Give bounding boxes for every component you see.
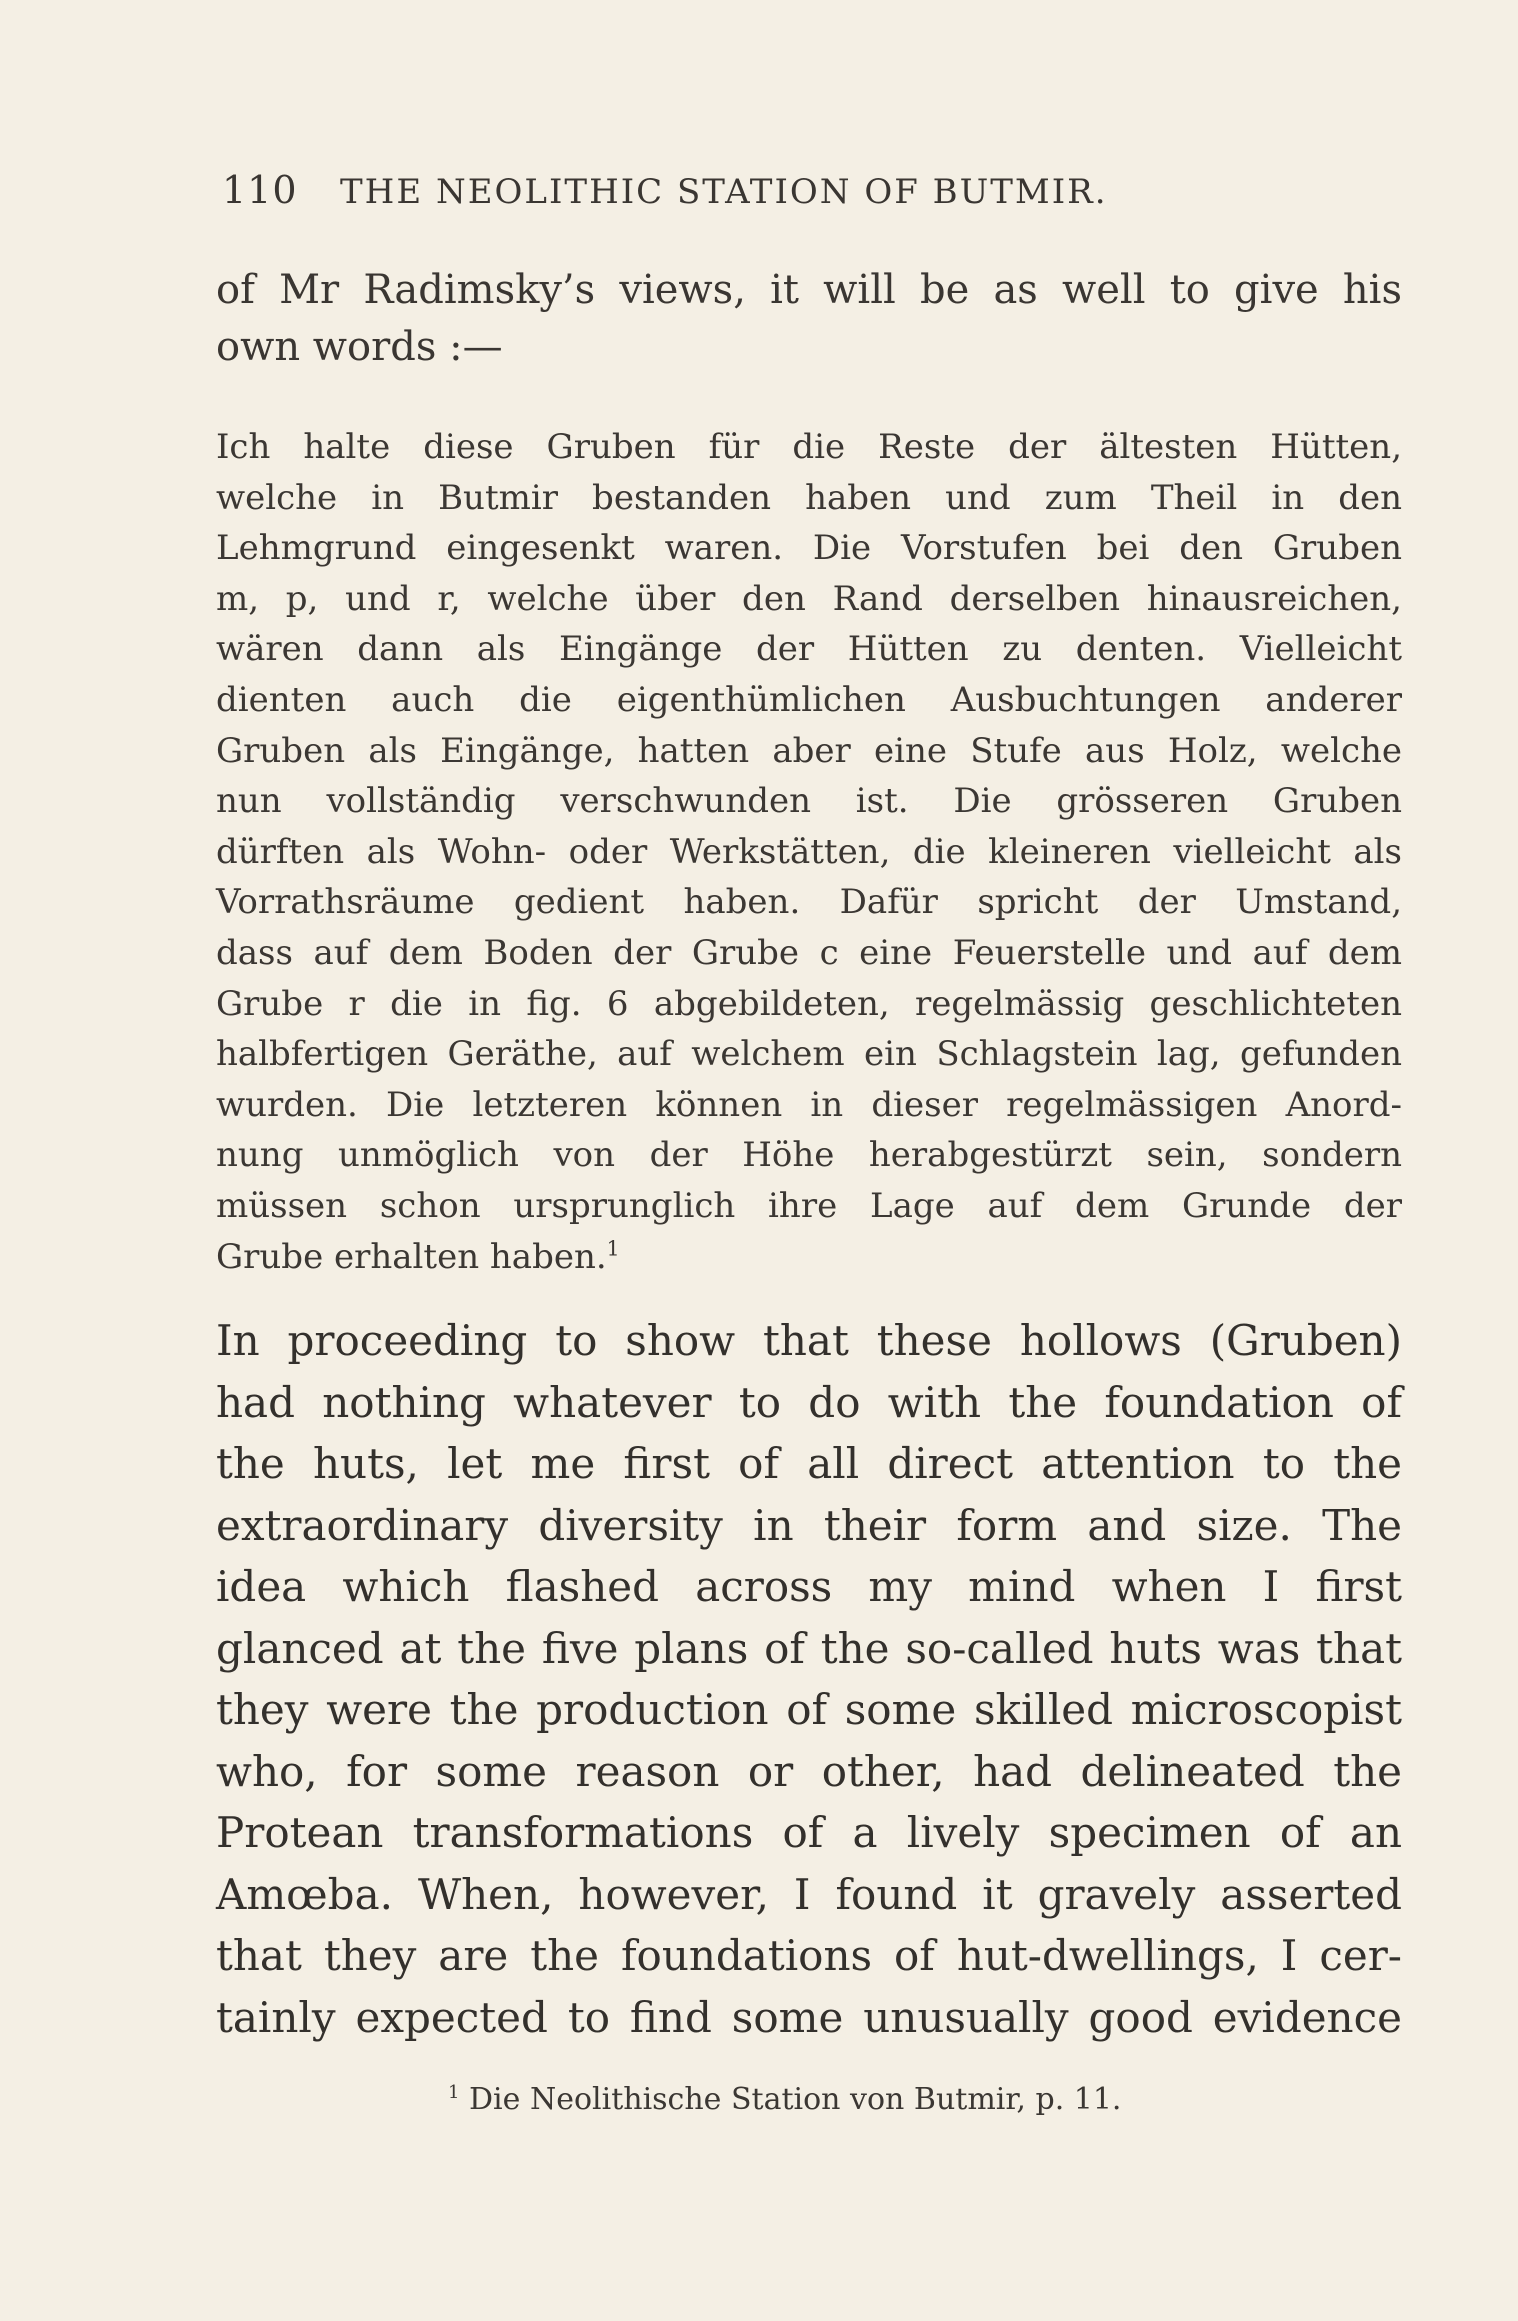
- body-line: had nothing whatever to do with the foundation of: [216, 1377, 1402, 1427]
- body-line: that they are the foundations of hut-dwellings, I cer-: [216, 1931, 1402, 1980]
- quote-line: nung unmöglich von der Höhe herabgestürzt sein, sondern: [216, 1135, 1402, 1176]
- body-line: who, for some reason or other, had delineated the: [216, 1746, 1402, 1796]
- quote-line: müssen schon ursprunglich ihre Lage auf dem Grunde der: [216, 1185, 1402, 1226]
- body-line: they were the production of some skilled microscopist: [216, 1685, 1402, 1734]
- quote-line: dienten auch die eigenthümlichen Ausbuchtungen anderer: [216, 679, 1402, 720]
- body-line: the huts, let me first of all direct attention to the: [216, 1439, 1402, 1488]
- quote-line: Vorrathsräume gedient haben. Dafür spricht der Umstand,: [216, 882, 1402, 923]
- quote-line: Ich halte diese Gruben für die Reste der ältesten Hütten,: [216, 427, 1402, 467]
- quote-line: Lehmgrund eingesenkt waren. Die Vorstufen bei den Gruben: [216, 528, 1402, 569]
- quote-line: dass auf dem Boden der Grube c eine Feuerstelle und auf dem: [216, 932, 1402, 973]
- page-number: 110: [222, 168, 298, 212]
- quote-line: welche in Butmir bestanden haben und zum Theil in den: [216, 477, 1402, 518]
- footnote-marker: 1: [448, 2082, 460, 2103]
- quote-line: Gruben als Eingänge, hatten aber eine Stufe aus Holz, welche: [216, 730, 1402, 771]
- text-line: own words :—: [216, 324, 503, 370]
- quote-line: wären dann als Eingänge der Hütten zu denten. Vielleicht: [216, 629, 1402, 670]
- body-line: extraordinary diversity in their form and size. The: [216, 1500, 1402, 1550]
- quote-line: dürften als Wohn- oder Werkstätten, die kleineren vielleicht als: [216, 831, 1402, 872]
- quote-line: halbfertigen Geräthe, auf welchem ein Schlagstein lag, gefunden: [216, 1034, 1402, 1075]
- footnote-text: Die Neolithische Station von Butmir, p. 11.: [469, 2082, 1122, 2117]
- quote-last-line: [216, 1232, 1402, 1283]
- body-line: Amœba. When, however, I found it gravely asserted: [216, 1869, 1402, 1919]
- body-line: Protean transformations of a lively specimen of an: [216, 1808, 1402, 1857]
- quote-line: m, p, und r, welche über den Rand derselben hinausreichen,: [216, 578, 1402, 619]
- quote-line: nun vollständig verschwunden ist. Die grösseren Gruben: [216, 781, 1402, 822]
- running-head: [222, 168, 1222, 212]
- body-line: In proceeding to show that these hollows (Gruben): [216, 1316, 1402, 1365]
- running-title: THE NEOLITHIC STATION OF BUTMIR.: [340, 172, 1108, 212]
- body-line: tainly expected to find some unusually good evidence: [216, 1992, 1402, 2042]
- body-line: glanced at the five plans of the so-called huts was that: [216, 1623, 1402, 1673]
- german-quotation: [216, 422, 1402, 1282]
- body-line: idea which flashed across my mind when I first: [216, 1562, 1402, 1611]
- quote-line: Grube erhalten haben.: [216, 1236, 607, 1277]
- footnote: [448, 2082, 1121, 2117]
- body-paragraph: [216, 1310, 1402, 2048]
- footnote-reference: 1: [606, 1236, 620, 1261]
- intro-paragraph: [216, 262, 1402, 376]
- quote-line: wurden. Die letzteren können in dieser regelmässigen Anord-: [216, 1084, 1402, 1125]
- text-line: of Mr Radimsky’s views, it will be as well to give his: [216, 267, 1402, 313]
- quote-line: Grube r die in fig. 6 abgebildeten, regelmässig geschlichteten: [216, 983, 1402, 1024]
